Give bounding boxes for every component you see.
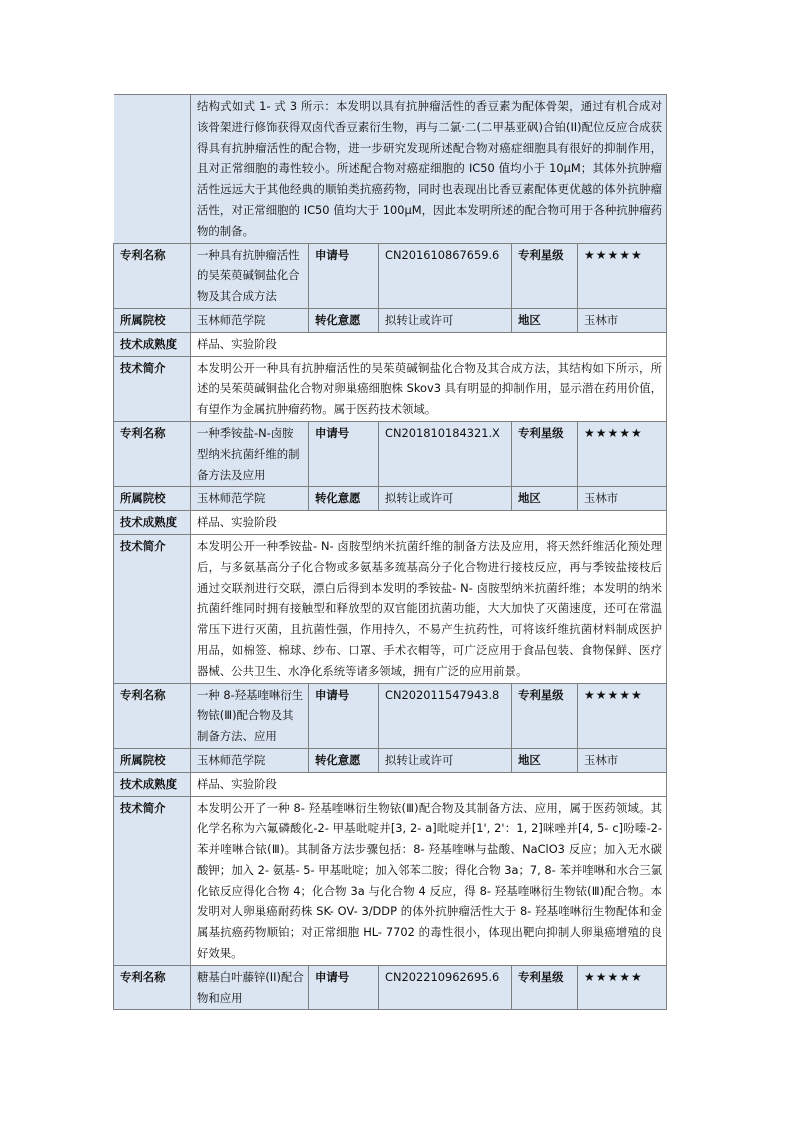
intent: 拟转让或许可 [379, 748, 512, 772]
patent-name: 一种 8-羟基喹啉衍生物铱(Ⅲ)配合物及其制备方法、应用 [191, 683, 309, 748]
school: 玉林师范学院 [191, 308, 309, 332]
patent-3-intro-row [114, 796, 667, 965]
label-level: 专利星级 [512, 243, 578, 308]
app-no: CN201610867659.6 [379, 243, 512, 308]
patent-1-name-row [114, 243, 667, 308]
label-level: 专利星级 [512, 421, 578, 486]
star-rating: ★★★★★ [578, 243, 667, 308]
school: 玉林师范学院 [191, 748, 309, 772]
intro-text: 本发明公开了一种 8- 羟基喹啉衍生物铱(Ⅲ)配合物及其制备方法、应用，属于医药领域。其化学名称为六氟磷酸化-2- 甲基吡啶并[3, 2- a]吡啶并[1', 2'：1, 2]咪唑并[4, 5- c]吩嗪-2- 苯并喹啉合铱(Ⅲ)。其制备方法步骤包括：8- 羟基喹啉与盐酸、NaClO3 反应；加入无水碳酸钾；加入 2- 氨基- 5- 甲基吡啶；加入邻苯二胺；得化合物 3a；7, 8- 苯并喹啉和水合三氯化铱反应得化合物 4；化合物 3a 与化合物 4 反应，得 8- 羟基喹啉衍生物铱(Ⅲ)配合物。本发明对人卵巢癌耐药株 SK- OV- 3/DDP 的体外抗肿瘤活性大于 8- 羟基喹啉衍生物配体和金属基抗癌药物顺铂；对正常细胞 HL- 7702 的毒性很小，体现出靶向抑制人卵巢癌增殖的良好效果。 [191, 796, 667, 965]
app-no: CN202011547943.8 [379, 683, 512, 748]
patent-4-name-row [114, 965, 667, 1010]
star-rating: ★★★★★ [578, 965, 667, 1010]
patent-2-intro-row [114, 534, 667, 683]
maturity: 样品、实验阶段 [191, 772, 667, 796]
label-maturity: 技术成熟度 [114, 332, 191, 356]
label-intro: 技术简介 [114, 534, 191, 683]
region: 玉林市 [578, 748, 667, 772]
patent-1-maturity-row [114, 332, 667, 356]
patent-name: 一种季铵盐-N-卤胺型纳米抗菌纤维的制备方法及应用 [191, 421, 309, 486]
patent-name: 糖基白叶藤锌(II)配合物和应用 [191, 965, 309, 1010]
label-app-no: 申请号 [309, 243, 379, 308]
patent-1-school-row [114, 308, 667, 332]
label-region: 地区 [512, 308, 578, 332]
patent-1-intro-row [114, 356, 667, 421]
patent-3-maturity-row [114, 772, 667, 796]
intro-text: 本发明公开一种具有抗肿瘤活性的吴茱萸碱铜盐化合物及其合成方法，其结构如下所示，所述的吴茱萸碱铜盐化合物对卵巢癌细胞株 Skov3 具有明显的抑制作用，显示潜在药用价值，有望作为金属抗肿瘤药物。属于医药技术领域。 [191, 356, 667, 421]
patent-2-maturity-row [114, 511, 667, 535]
intro-text: 本发明公开一种季铵盐- N- 卤胺型纳米抗菌纤维的制备方法及应用，将天然纤维活化预处理后，与多氨基高分子化合物或多氨基多巯基高分子化合物进行接枝反应，再与季铵盐接枝后通过交联剂进行交联，漂白后得到本发明的季铵盐- N- 卤胺型纳米抗菌纤维；本发明的纳米抗菌纤维同时拥有接触型和释放型的双官能团抗菌功能，大大加快了灭菌速度，还可在常温常压下进行灭菌，且抗菌性强，作用持久，不易产生抗药性，可将该纤维抗菌材料制成医护用品，如棉签、棉球、纱布、口罩、手术衣帽等，可广泛应用于食品包装、食物保鲜、医疗器械、公共卫生、水净化系统等诸多领域，拥有广泛的应用前景。 [191, 534, 667, 683]
label-school: 所属院校 [114, 748, 191, 772]
intent: 拟转让或许可 [379, 487, 512, 511]
patent-name: 一种具有抗肿瘤活性的吴茱萸碱铜盐化合物及其合成方法 [191, 243, 309, 308]
patent-2-school-row [114, 487, 667, 511]
patent-table-page [113, 94, 666, 1010]
label-app-no: 申请号 [309, 421, 379, 486]
patent-table [113, 94, 667, 1010]
label-patent-name: 专利名称 [114, 243, 191, 308]
app-no: CN202210962695.6 [379, 965, 512, 1010]
star-rating: ★★★★★ [578, 683, 667, 748]
maturity: 样品、实验阶段 [191, 332, 667, 356]
region: 玉林市 [578, 487, 667, 511]
label-intent: 转化意愿 [309, 748, 379, 772]
label-maturity: 技术成熟度 [114, 772, 191, 796]
label-intent: 转化意愿 [309, 487, 379, 511]
label-region: 地区 [512, 487, 578, 511]
star-rating: ★★★★★ [578, 421, 667, 486]
label-school: 所属院校 [114, 308, 191, 332]
label-patent-name: 专利名称 [114, 683, 191, 748]
label-patent-name: 专利名称 [114, 421, 191, 486]
school: 玉林师范学院 [191, 487, 309, 511]
label-maturity: 技术成熟度 [114, 511, 191, 535]
maturity: 样品、实验阶段 [191, 511, 667, 535]
continued-intro-row [114, 95, 667, 244]
label-level: 专利星级 [512, 965, 578, 1010]
label-app-no: 申请号 [309, 965, 379, 1010]
app-no: CN201810184321.X [379, 421, 512, 486]
label-intro: 技术简介 [114, 356, 191, 421]
label-school: 所属院校 [114, 487, 191, 511]
patent-2-name-row [114, 421, 667, 486]
empty-label-cell [114, 95, 191, 244]
label-intent: 转化意愿 [309, 308, 379, 332]
intent: 拟转让或许可 [379, 308, 512, 332]
label-app-no: 申请号 [309, 683, 379, 748]
label-patent-name: 专利名称 [114, 965, 191, 1010]
label-level: 专利星级 [512, 683, 578, 748]
label-region: 地区 [512, 748, 578, 772]
patent-3-name-row [114, 683, 667, 748]
continued-intro-text: 结构式如式 1- 式 3 所示：本发明以具有抗肿瘤活性的香豆素为配体骨架，通过有机合成对该骨架进行修饰获得双卤代香豆素衍生物，再与二氯·二(二甲基亚砜)合铂(II)配位反应合成获得具有抗肿瘤活性的配合物，进一步研究发现所述配合物对癌症细胞具有很好的抑制作用，且对正常细胞的毒性较小。所述配合物对癌症细胞的 IC50 值均小于 10μM；其体外抗肿瘤活性远远大于其他经典的顺铂类抗癌药物，同时也表现出比香豆素配体更优越的体外抗肿瘤活性，对正常细胞的 IC50 值均大于 100μM，因此本发明所述的配合物可用于各种抗肿瘤药物的制备。 [191, 95, 667, 244]
patent-3-school-row [114, 748, 667, 772]
label-intro: 技术简介 [114, 796, 191, 965]
region: 玉林市 [578, 308, 667, 332]
